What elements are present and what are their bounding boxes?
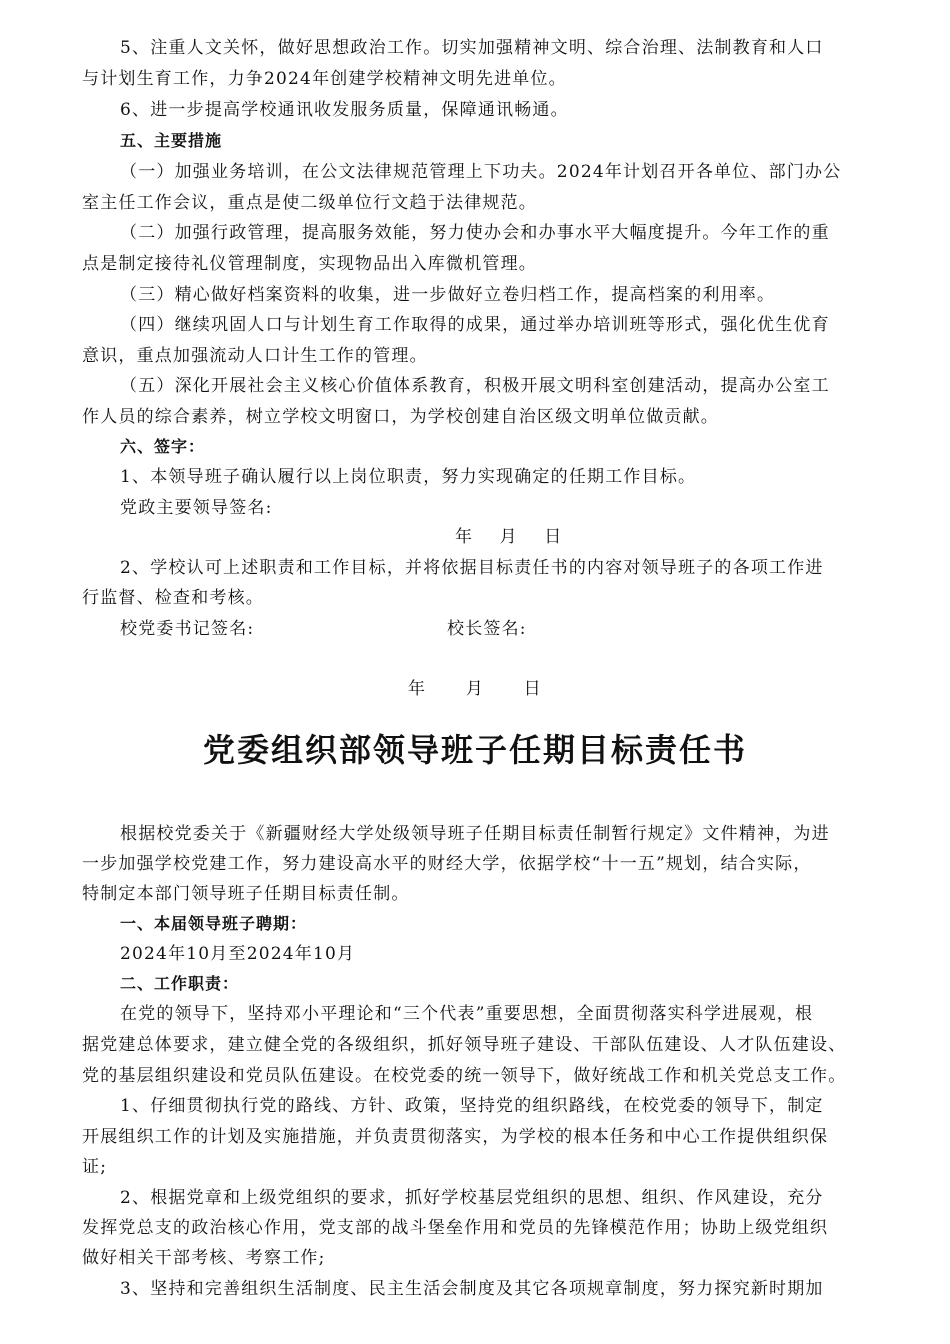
text-line: 意识，重点加强流动人口计生工作的管理。 [82, 346, 428, 366]
section-heading-term: 一、本届领导班子聘期： [120, 914, 308, 933]
text-line: （三）精心做好档案资料的收集，进一步做好立卷归档工作，提高档案的利用率。 [120, 285, 776, 305]
text-line: 据党建总体要求，建立健全党的各级组织，抓好领导班子建设、干部队伍建设、人才队伍建设、 [82, 1035, 847, 1055]
signature-label-president: 校长签名: [447, 619, 527, 639]
document-title: 党委组织部领导班子任期目标责任书 [202, 731, 747, 769]
text-line: 开展组织工作的计划及实施措施，并负责贯彻落实，为学校的根本任务和中心工作提供组织保 [82, 1127, 829, 1147]
text-line: 党的基层组织建设和党员队伍建设。在校党委的统一领导下，做好统战工作和机关党总支工作。 [82, 1066, 847, 1086]
text-line: 2、根据党章和上级党组织的要求，抓好学校基层党组织的思想、组织、作风建设，充分 [120, 1188, 824, 1208]
text-line: 室主任工作会议，重点是使二级单位行文趋于法律规范。 [82, 193, 537, 213]
text-line: 一步加强学校党建工作，努力建设高水平的财经大学，依据学校“十一五”规划，结合实际， [82, 854, 812, 874]
signature-label-leader: 党政主要领导签名: [120, 498, 273, 518]
text-line: 特制定本部门领导班子任期目标责任制。 [82, 884, 410, 904]
text-line: （二）加强行政管理，提高服务效能，努力使办会和办事水平大幅度提升。今年工作的重 [120, 223, 830, 243]
text-line: （四）继续巩固人口与计划生育工作取得的成果，通过举办培训班等形式，强化优生优育 [120, 315, 830, 335]
text-line: 6、进一步提高学校通讯收发服务质量，保障通讯畅通。 [120, 100, 569, 120]
text-line: 证; [82, 1157, 108, 1177]
term-value: 2024年10月至2024年10月 [120, 944, 356, 964]
text-line: 1、仔细贯彻执行党的路线、方针、政策，坚持党的组织路线，在校党委的领导下，制定 [120, 1096, 824, 1116]
text-line: 点是制定接待礼仪管理制度，实现物品出入库微机管理。 [82, 254, 537, 274]
text-line: （五）深化开展社会主义核心价值体系教育，积极开展文明科室创建活动，提高办公室工 [120, 376, 830, 396]
text-line: 做好相关干部考核、考察工作; [82, 1248, 326, 1268]
signature-label-secretary: 校党委书记签名: [120, 619, 255, 639]
section-heading-duties: 二、工作职责： [120, 974, 240, 993]
section-heading-measures: 五、主要措施 [120, 131, 223, 150]
date-placeholder: 年 月 日 [408, 679, 542, 699]
text-line: 发挥党总支的政治核心作用，党支部的战斗堡垒作用和党员的先锋模范作用；协助上级党组织 [82, 1218, 829, 1238]
date-placeholder: 年 月 日 [455, 527, 563, 547]
text-line: 3、坚持和完善组织生活制度、民主生活会制度及其它各项规章制度，努力探究新时期加 [120, 1279, 824, 1299]
text-line: （一）加强业务培训，在公文法律规范管理上下功夫。2024年计划召开各单位、部门办公 [120, 162, 842, 182]
text-line: 1、本领导班子确认履行以上岗位职责，努力实现确定的任期工作目标。 [120, 467, 697, 487]
text-line: 在党的领导下，坚持邓小平理论和“三个代表”重要思想，全面贯彻落实科学进展观，根 [120, 1004, 814, 1024]
text-line: 根据校党委关于《新疆财经大学处级领导班子任期目标责任制暂行规定》文件精神，为进 [120, 824, 830, 844]
text-line: 2、学校认可上述职责和工作目标，并将依据目标责任书的内容对领导班子的各项工作进 [120, 558, 824, 578]
section-heading-sign: 六、签字： [120, 437, 206, 456]
text-line: 作人员的综合素养，树立学校文明窗口，为学校创建自治区级文明单位做贡献。 [82, 407, 719, 427]
text-line: 5、注重人文关怀，做好思想政治工作。切实加强精神文明、综合治理、法制教育和人口 [120, 38, 824, 58]
text-line: 与计划生育工作，力争2024年创建学校精神文明先进单位。 [82, 69, 567, 89]
text-line: 行监督、检查和考核。 [82, 588, 264, 608]
